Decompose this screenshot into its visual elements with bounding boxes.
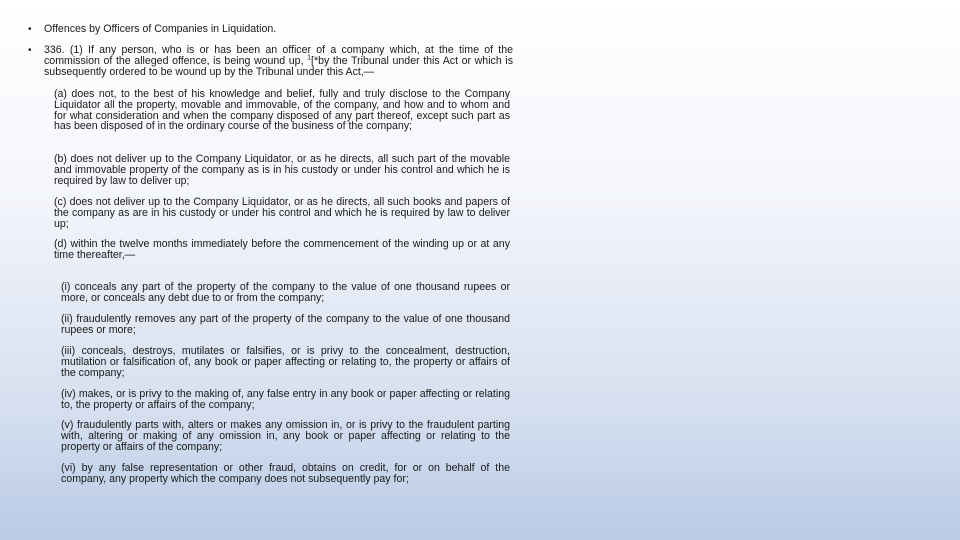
subclause-i: (i) conceals any part of the property of the company to the value of one thousand rupees or more, or conceals any debt due to or from the company; xyxy=(61,281,510,304)
subclause-iii: (iii) conceals, destroys, mutilates or falsifies, or is privy to the concealment, destruction, mutilation or falsification of, any book or paper affecting or relating to, the property or affairs of the company; xyxy=(61,345,510,379)
subclause-iv: (iv) makes, or is privy to the making of, any false entry in any book or paper affecting or relating to, the property or affairs of the company; xyxy=(61,388,510,411)
subclause-v: (v) fraudulently parts with, alters or makes any omission in, or is privy to the fraudulent parting with, altering or making of any omission in, any book or paper affecting or relating to the property or affairs of the company; xyxy=(61,419,510,453)
section-intro xyxy=(44,45,513,77)
bullet-heading-row xyxy=(28,24,513,35)
footnote-mark: 1 xyxy=(307,54,312,62)
clause-b: (b) does not deliver up to the Company Liquidator, or as he directs, all such part of the movable and immovable property of the company as is in his custody or under his control and which he is required by law to deliver up; xyxy=(54,153,510,187)
subclause-vi: (vi) by any false representation or other fraud, obtains on credit, for or on behalf of the company, any property which the company does not subsequently pay for; xyxy=(61,462,510,485)
clause-a: (a) does not, to the best of his knowledge and belief, fully and truly disclose to the Company Liquidator all the property, movable and immovable, of the company, and how and to whom and for what consideration and when the company disposed of any part thereof, except such part as has been disposed of in the ordinary course of the business of the company; xyxy=(54,88,510,133)
subclause-ii: (ii) fraudulently removes any part of the property of the company to the value of one thousand rupees or more; xyxy=(61,313,510,336)
clause-d: (d) within the twelve months immediately before the commencement of the winding up or at any time thereafter,— xyxy=(54,238,510,261)
clause-c: (c) does not deliver up to the Company Liquidator, or as he directs, all such books and papers of the company as are in his custody or under his control and which he is required by law to deliver up; xyxy=(54,196,510,230)
section-intro-text-1: (1) If any person, who is or has been an officer of a company which, at the time of the commission of the alleged offence, is being wound up, xyxy=(44,44,513,67)
bullet-section-row xyxy=(28,45,513,77)
section-heading: Offences by Officers of Companies in Liquidation. xyxy=(44,23,277,35)
bullet-dot: • xyxy=(28,24,32,35)
section-intro-text-2: [*by the Tribunal under this Act or which is subsequently ordered to be wound up by the Tribunal under this Act,— xyxy=(44,54,513,78)
bullet-dot: • xyxy=(28,45,32,56)
section-number: 336. xyxy=(44,44,65,56)
